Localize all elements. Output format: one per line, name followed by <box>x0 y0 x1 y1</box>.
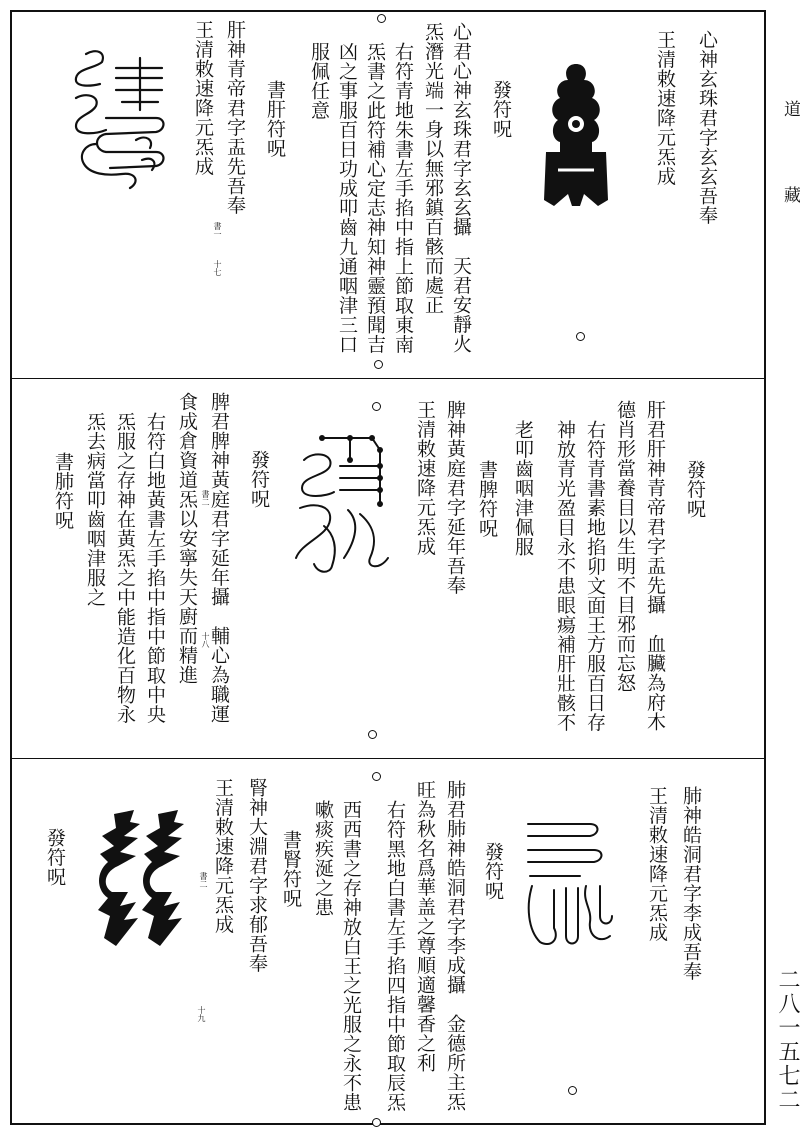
kidney-chant-title: 發符呪 <box>44 828 66 887</box>
heart-chant-title: 發符呪 <box>490 80 512 139</box>
heart-instruction-3: 凶之事服百日功成叩齒九通咽津三口 <box>336 42 358 354</box>
page-number: 二八一五七二 <box>775 968 800 1112</box>
circle-mark <box>576 332 585 341</box>
circle-mark <box>377 14 386 23</box>
spleen-chant-line-1: 脾君脾神黃庭君字延年攝 輔心為職運 <box>208 392 230 724</box>
kidney-section-title: 書腎符呪 <box>280 830 302 908</box>
heart-instruction-2: 炁書之此符補心定志神知神靈預聞吉 <box>364 42 386 354</box>
panel-divider-1 <box>10 378 766 379</box>
lung-chant-line-1: 肺君肺神皓洞君字李成攝 金德所主炁 <box>444 780 466 1112</box>
spleen-instruction-2: 炁服之存神在黃炁之中能造化百物永 <box>114 412 136 724</box>
spleen-chant-title: 發符呪 <box>248 450 270 509</box>
margin-label-second: 藏 <box>780 186 800 203</box>
liver-talisman-glyph <box>66 44 176 194</box>
liver-instruction-2: 神放青光盈目永不患眼瘍補肝壯骸不 <box>554 420 576 732</box>
page-mark: 十七 <box>213 260 222 276</box>
heart-talisman-title: 心神玄珠君字玄玄吾奉 <box>696 30 718 225</box>
heart-instruction-4: 服佩任意 <box>308 42 330 120</box>
page-mark: 書二 <box>201 490 210 506</box>
spleen-chant-line-2: 食成倉資道炁以安寧失天廚而精進 <box>176 392 198 685</box>
kidney-talisman-title: 腎神大淵君字求郁吾奉 <box>246 778 268 973</box>
page-mark: 十八 <box>201 632 210 648</box>
circle-mark <box>372 402 381 411</box>
liver-chant-line-1: 肝君肝神青帝君字盂先攝 血臟為府木 <box>644 400 666 732</box>
heart-chant-line-1: 心君心神玄珠君字玄玄攝 天君安靜火 <box>450 22 472 354</box>
heart-instruction-1: 右符青地朱書左手掐中指上節取東南 <box>392 42 414 354</box>
circle-mark <box>372 1118 381 1127</box>
liver-instruction-1: 右符青書素地掐卯文面王方服百日存 <box>584 420 606 732</box>
heart-chant-line-2: 炁潛光端一身以無邪鎮百骸而處正 <box>422 22 444 315</box>
page-mark: 十九 <box>197 1006 206 1022</box>
kidney-talisman-title-2: 王清敕速降元炁成 <box>212 778 234 934</box>
spleen-talisman-title-2: 王清敕速降元炁成 <box>414 400 436 556</box>
lung-chant-line-2: 旺為秋名爲華盖之尊順適馨香之利 <box>414 780 436 1073</box>
spleen-section-title: 書脾符呪 <box>476 460 498 538</box>
lung-chant-title: 發符呪 <box>482 842 504 901</box>
spleen-talisman-title: 脾神黃庭君字延年吾奉 <box>444 400 466 595</box>
spleen-instruction-1: 右符白地黃書左手掐中指中節取中央 <box>144 412 166 724</box>
page-mark: 書一 <box>213 222 222 238</box>
heart-talisman-title-2: 王清敕速降元炁成 <box>654 30 676 186</box>
liver-instruction-tail: 老叩齒咽津佩服 <box>512 420 534 557</box>
panel-divider-2 <box>10 758 766 759</box>
lung-talisman-glyph <box>520 806 620 956</box>
lung-section-title: 書肺符呪 <box>52 452 74 530</box>
circle-mark <box>374 360 383 369</box>
lung-instruction-1: 右符黑地白書左手掐四指中節取辰炁 <box>384 800 406 1112</box>
liver-chant-line-2: 德肖形當養目以生明不目邪而忘怒 <box>614 400 636 693</box>
heart-talisman-seal <box>536 60 616 210</box>
page-mark: 書二 <box>199 872 208 888</box>
liver-talisman-title-2: 王清敕速降元炁成 <box>192 20 214 176</box>
circle-mark <box>368 730 377 739</box>
liver-section-title: 書肝符呪 <box>264 80 286 158</box>
margin-label-top: 道 <box>780 100 800 117</box>
lung-talisman-title-2: 王清敕速降元炁成 <box>646 786 668 942</box>
lung-talisman-title: 肺神皓洞君字李成吾奉 <box>680 786 702 981</box>
liver-chant-title: 發符呪 <box>684 460 706 519</box>
lung-instruction-3: 嗽痰疾涎之患 <box>312 800 334 917</box>
spleen-talisman-glyph <box>290 430 400 580</box>
kidney-talisman-glyph <box>94 806 194 956</box>
spleen-instruction-3: 炁去病當叩齒咽津服之 <box>84 412 106 607</box>
circle-mark <box>372 772 381 781</box>
circle-mark <box>568 1086 577 1095</box>
lung-instruction-2: 西西書之存神放白王之光服之永不患 <box>340 800 362 1112</box>
liver-talisman-title: 肝神青帝君字盂先吾奉 <box>224 20 246 215</box>
